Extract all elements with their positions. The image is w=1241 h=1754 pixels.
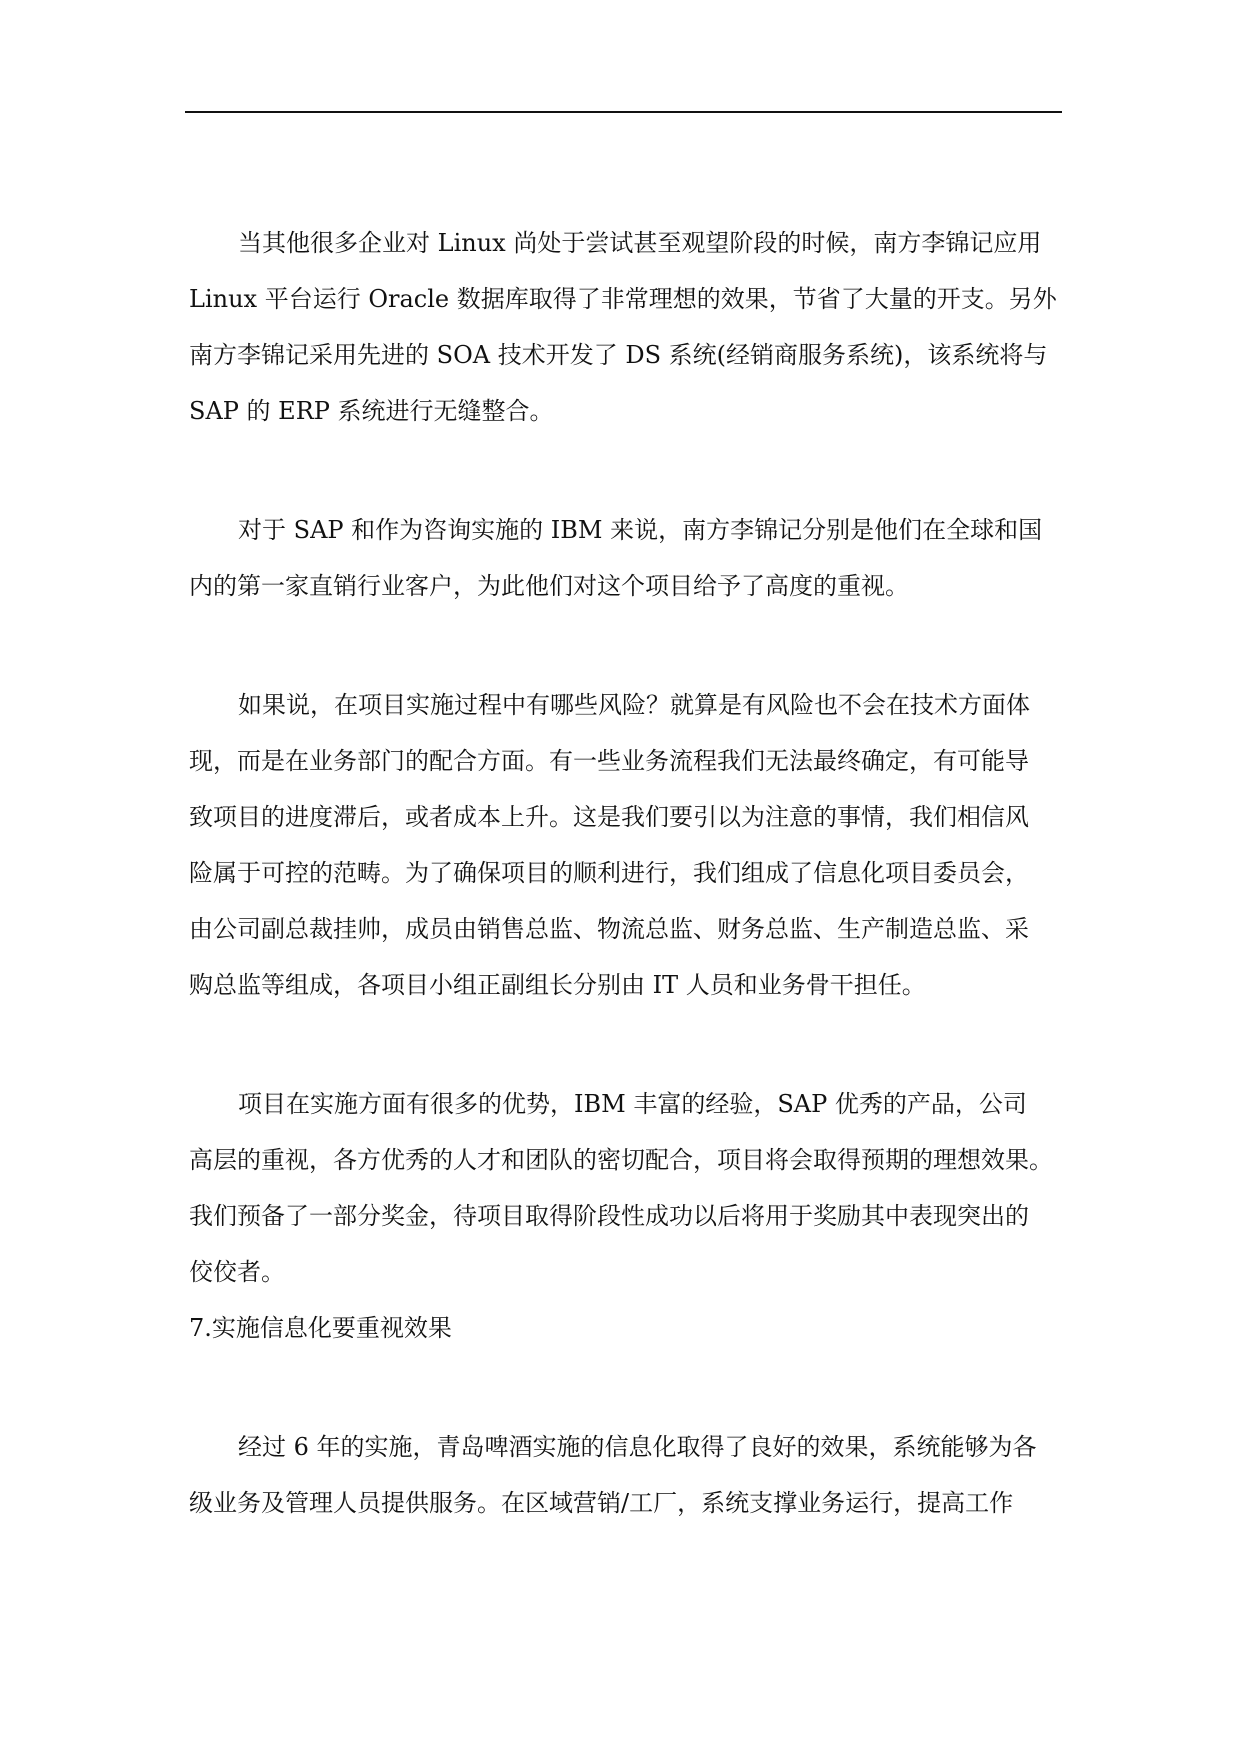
- paragraph-3-line-2: 现，而是在业务部门的配合方面。有一些业务流程我们无法最终确定，有可能导: [189, 747, 1029, 775]
- closing-paragraph-line-2: 级业务及管理人员提供服务。在区域营销/工厂，系统支撑业务运行，提高工作: [189, 1489, 1014, 1517]
- paragraph-3-line-1: 如果说，在项目实施过程中有哪些风险？就算是有风险也不会在技术方面体: [238, 691, 1030, 719]
- paragraph-3-line-4: 险属于可控的范畴。为了确保项目的顺利进行，我们组成了信息化项目委员会，: [189, 859, 1029, 887]
- section-heading: 7.实施信息化要重视效果: [189, 1314, 452, 1342]
- paragraph-3-line-3: 致项目的进度滞后，或者成本上升。这是我们要引以为注意的事情，我们相信风: [189, 803, 1029, 831]
- paragraph-4-line-4: 佼佼者。: [189, 1258, 285, 1286]
- paragraph-1-line-3: 南方李锦记采用先进的 SOA 技术开发了 DS 系统(经销商服务系统)，该系统将与: [189, 341, 1048, 369]
- paragraph-2-line-1: 对于 SAP 和作为咨询实施的 IBM 来说，南方李锦记分别是他们在全球和国: [238, 516, 1043, 544]
- paragraph-1-line-1: 当其他很多企业对 Linux 尚处于尝试甚至观望阶段的时候，南方李锦记应用: [238, 229, 1042, 257]
- closing-paragraph-line-1: 经过 6 年的实施，青岛啤酒实施的信息化取得了良好的效果，系统能够为各: [238, 1433, 1037, 1461]
- paragraph-4-line-3: 我们预备了一部分奖金，待项目取得阶段性成功以后将用于奖励其中表现突出的: [189, 1202, 1029, 1230]
- paragraph-1-line-2: Linux 平台运行 Oracle 数据库取得了非常理想的效果，节省了大量的开支。另外: [189, 285, 1057, 313]
- paragraph-4-line-2: 高层的重视，各方优秀的人才和团队的密切配合，项目将会取得预期的理想效果。: [189, 1146, 1053, 1174]
- paragraph-3-line-5: 由公司副总裁挂帅，成员由销售总监、物流总监、财务总监、生产制造总监、采: [189, 915, 1029, 943]
- paragraph-2-line-2: 内的第一家直销行业客户，为此他们对这个项目给予了高度的重视。: [189, 572, 909, 600]
- header-rule: [185, 111, 1062, 113]
- paragraph-4-line-1: 项目在实施方面有很多的优势，IBM 丰富的经验，SAP 优秀的产品，公司: [238, 1090, 1027, 1118]
- paragraph-1-line-4: SAP 的 ERP 系统进行无缝整合。: [189, 397, 554, 425]
- paragraph-3-line-6: 购总监等组成，各项目小组正副组长分别由 IT 人员和业务骨干担任。: [189, 971, 926, 999]
